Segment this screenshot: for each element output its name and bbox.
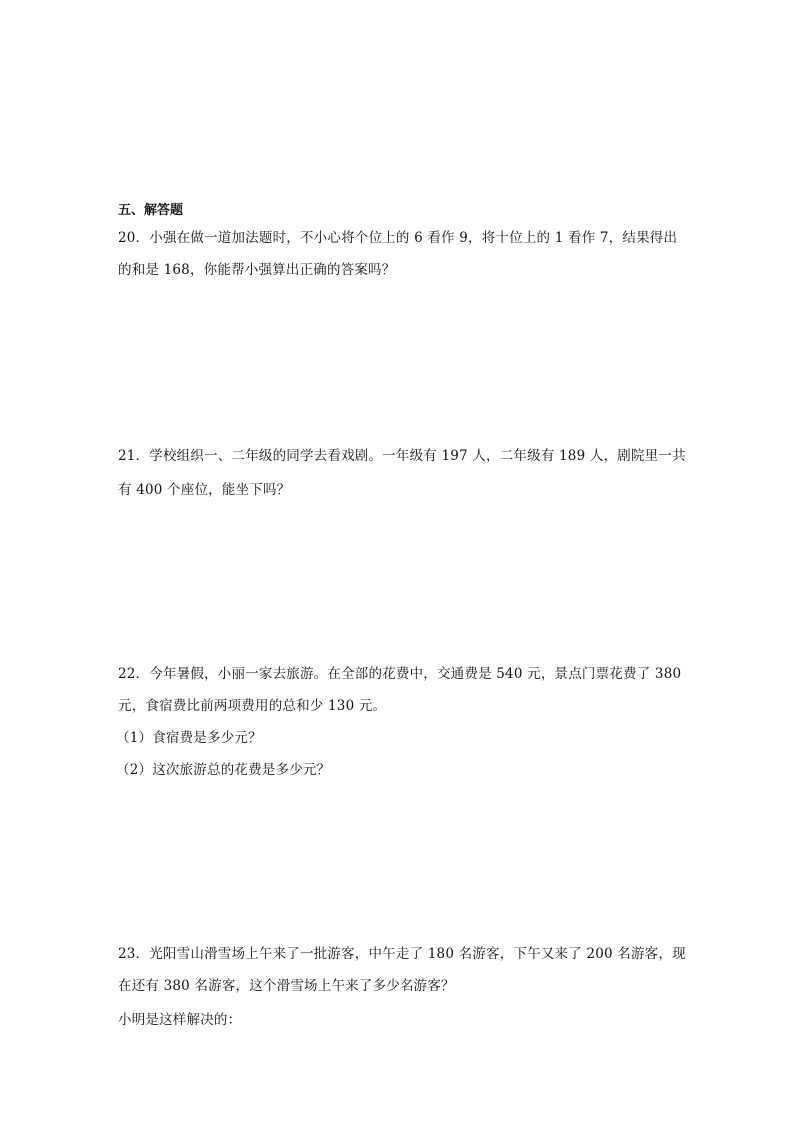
question-22-line-2: 元，食宿费比前两项费用的总和少 130 元。: [118, 698, 387, 714]
question-22-sub-2: （2）这次旅游总的花费是多少元？: [116, 762, 331, 778]
section-title: 五、解答题: [118, 203, 184, 218]
question-20-line-2: 的和是 168，你能帮小强算出正确的答案吗？: [118, 262, 396, 278]
question-20-line-1: 20．小强在做一道加法题时，不小心将个位上的 6 看作 9，将十位上的 1 看作 7，结果得出: [118, 230, 678, 246]
question-23-line-1: 23．光阳雪山滑雪场上午来了一批游客，中午走了 180 名游客，下午又来了 200 名游客，现: [118, 946, 686, 962]
question-23-line-2: 在还有 380 名游客，这个滑雪场上午来了多少名游客？: [118, 978, 455, 994]
question-22-sub-1: （1）食宿费是多少元？: [116, 730, 262, 746]
question-23-line-3: 小明是这样解决的：: [118, 1012, 242, 1028]
question-22-line-1: 22．今年暑假，小丽一家去旅游。在全部的花费中，交通费是 540 元，景点门票花费了 380: [118, 666, 682, 682]
question-21-line-1: 21．学校组织一、二年级的同学去看戏剧。一年级有 197 人，二年级有 189 人，剧院里一共: [118, 448, 686, 464]
question-21-line-2: 有 400 个座位，能坐下吗？: [118, 482, 291, 498]
